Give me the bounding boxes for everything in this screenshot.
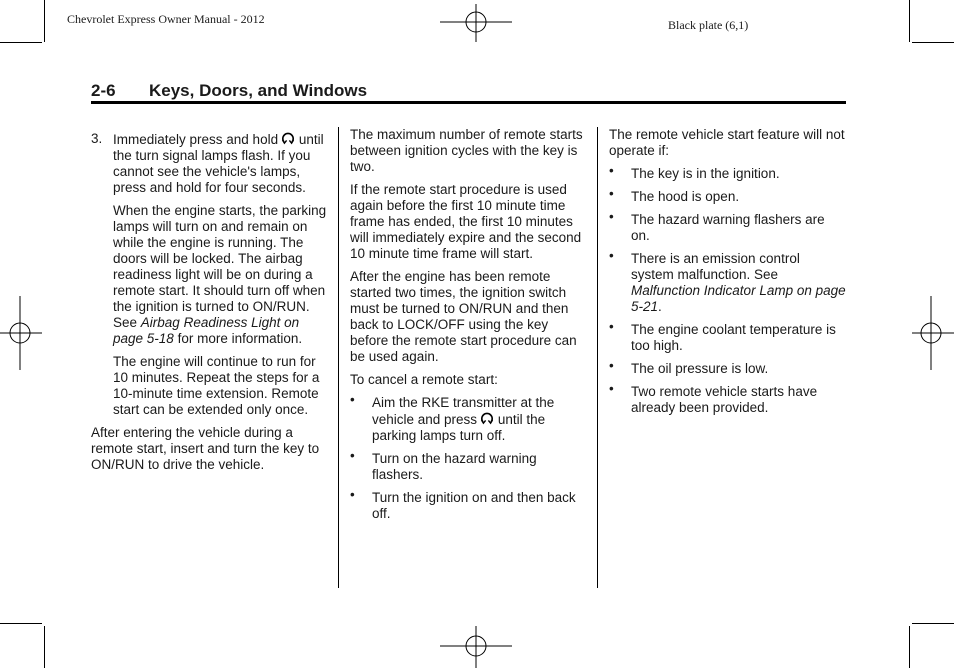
list-item: • The oil pressure is low. [609,361,846,377]
section-number: 2-6 [91,81,116,100]
registration-mark-left [0,296,44,370]
paragraph-engine-starts: When the engine starts, the parking lamps will turn on and remain on while the engine is running. The doors will be locked. The airbag readiness light will be on during a remote start. It should turn off when the ignition is turned to ON/RUN. See Airbag Readiness Light on page 5-18 for more information. [113,203,327,346]
list-item: • There is an emission control system malfunction. See Malfunction Indicator Lamp on page 5-21. [609,251,846,315]
heading-rule [91,101,846,104]
step-3 [91,131,331,196]
remote-start-icon [480,411,494,427]
cross-reference: Airbag Readiness Light on page 5-18 [113,315,300,346]
running-header-right: Black plate (6,1) [668,18,749,32]
column-1 [91,127,331,480]
list-item: • Aim the RKE transmitter at the vehicle and press until the parking lamps turn off. [350,395,590,444]
section-title: Keys, Doors, and Windows [149,81,368,100]
column-2 [350,127,590,529]
cross-reference: Malfunction Indicator Lamp on page 5-21 [631,283,846,314]
paragraph-repeat-procedure: If the remote start procedure is used again before the first 10 minute time frame has ended, the first 10 minutes will immediately expire and the second 10 minute time frame will start. [350,182,582,261]
section-heading [91,81,367,101]
remote-start-icon [281,131,295,147]
list-item: • The hood is open. [609,189,846,205]
column-divider-1 [338,127,339,588]
paragraph-max-starts: The maximum number of remote starts between ignition cycles with the key is two. [350,127,583,174]
list-item: • Two remote vehicle starts have already been provided. [609,384,846,416]
paragraph-two-starts: After the engine has been remote started two times, the ignition switch must be turned to ON/RUN and then back to LOCK/OFF using the key before the remote start procedure can be used again. [350,269,577,364]
column-3 [609,127,846,423]
step-number: 3. [91,131,103,146]
list-item: • The key is in the ignition. [609,166,846,182]
list-item: • Turn the ignition on and then back off. [350,490,590,522]
registration-mark-bottom [440,626,516,668]
column-divider-2 [597,127,598,588]
list-item: • Turn on the hazard warning flashers. [350,451,590,483]
list-item: • The hazard warning flashers are on. [609,212,846,244]
conditions-intro: The remote vehicle start feature will not operate if: [609,127,845,158]
list-item: • The engine coolant temperature is too high. [609,322,846,354]
step-text-continued: until the turn signal lamps flash. If you cannot see the vehicle's lamps, press and hold for four seconds. [113,132,324,195]
step-text: Immediately press and hold [113,132,279,147]
registration-mark-right [910,296,954,370]
registration-mark-top [440,4,516,44]
paragraph-engine-run-time: The engine will continue to run for 10 minutes. Repeat the steps for a 10-minute time extension. Remote start can be extended only once. [113,354,320,417]
paragraph-after-entering: After entering the vehicle during a remote start, insert and turn the key to ON/RUN to drive the vehicle. [91,425,320,472]
cancel-intro: To cancel a remote start: [350,372,498,387]
running-header-left: Chevrolet Express Owner Manual - 2012 [67,12,265,26]
